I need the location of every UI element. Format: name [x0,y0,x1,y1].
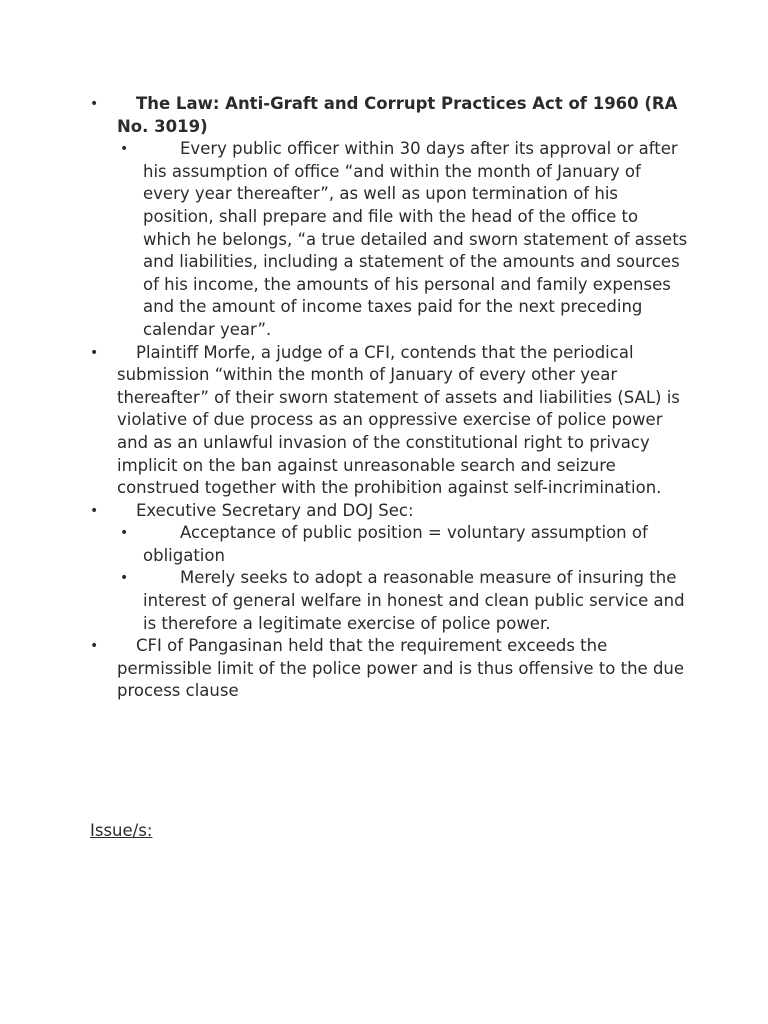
item-text: Executive Secretary and DOJ Sec: [136,500,414,520]
item-text: Plaintiff Morfe, a judge of a CFI, contends that the periodical submission “within the month of January of every other year thereafter” of their sworn statement of assets and liabilities (SAL) is violative of due process as an oppressive exercise of police power and as an unlawful invasion of the constitutional right to privacy implicit on the ban against unreasonable search and seizure construed together with the prohibition against self-incrimination. [117,342,680,498]
law-heading: The Law: Anti-Graft and Corrupt Practices Act of 1960 (RA No. 3019) [117,94,678,136]
sub-item-acceptance [117,522,690,567]
sub-item-text: Acceptance of public position = voluntary assumption of obligation [143,523,648,565]
bullet-icon: • [120,570,129,587]
executive-sublist [117,522,690,635]
bullet-icon: • [90,638,99,655]
bullet-icon: • [90,96,99,112]
bullet-icon: • [90,344,99,361]
sub-item-reasonable-measure [117,567,690,635]
sub-item-text: Every public officer within 30 days after its approval or after his assumption of office “and within the month of January of every year thereafter”, as well as upon termination of his position, shall prepare and file with the head of the office to which he belongs, “a true detailed and sworn statement of assets and liabilities, including a statement of the amounts and sources of his income, the amounts of his personal and family expenses and the amount of income taxes paid for the next preceding calendar year”. [143,139,688,339]
list-item-law [90,93,690,342]
list-item-executive [90,500,690,636]
main-bullet-list [90,93,690,703]
item-text: CFI of Pangasinan held that the requirement exceeds the permissible limit of the police power and is thus offensive to the due process clause [117,636,685,701]
bullet-icon: • [120,141,129,158]
list-item-plaintiff [90,342,690,500]
issues-heading: Issue/s: [90,821,153,840]
bullet-icon: • [120,525,129,542]
sub-item-filing-requirement [117,138,690,341]
list-item-cfi-ruling [90,635,690,703]
sub-item-text: Merely seeks to adopt a reasonable measure of insuring the interest of general welfare in honest and clean public service and is therefore a legitimate exercise of police power. [143,568,685,633]
bullet-icon: • [90,502,99,519]
law-sublist [117,138,690,341]
